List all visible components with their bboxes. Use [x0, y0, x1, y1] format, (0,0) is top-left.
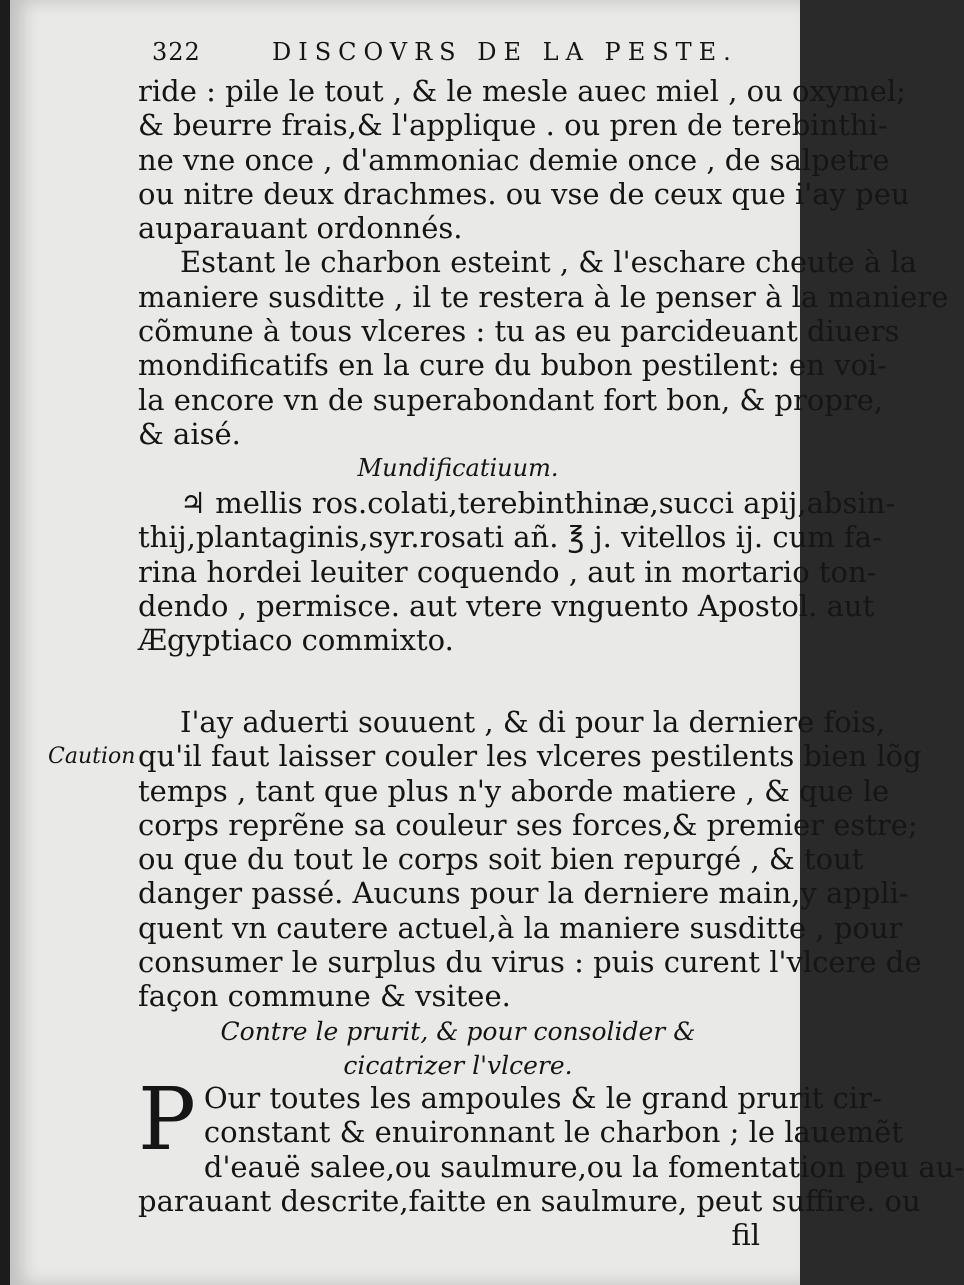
- book-page: [10, 0, 964, 1285]
- text-line: maniere susditte , il te restera à le penser à la maniere: [138, 279, 949, 314]
- page-number: 322: [152, 38, 201, 66]
- text-line: d'eauë salee,ou saulmure,ou la fomentation peu au-: [203, 1149, 964, 1184]
- text-line: consumer le surplus du virus : puis curent l'vlcere de: [138, 945, 922, 980]
- recipe-heading: Mundificatiuum.: [357, 454, 559, 483]
- running-title: DISCOVRS DE LA PESTE.: [272, 38, 738, 66]
- text-line: parauant descrite,faitte en saulmure, peut suffire. ou: [138, 1183, 921, 1218]
- text-line: Estant le charbon esteint , & l'eschare cheute à la: [180, 245, 917, 280]
- text-line: quent vn cautere actuel,à la maniere susditte , pour: [138, 910, 903, 945]
- text-block-3: [138, 705, 922, 1014]
- text-line: & aisé.: [138, 416, 241, 451]
- recipe-block: [138, 486, 896, 658]
- section-heading-line: cicatrizer l'vlcere.: [343, 1051, 573, 1081]
- text-block-1: [138, 74, 949, 486]
- text-line: mondificatifs en la cure du bubon pestilent: en voi-: [138, 348, 888, 383]
- margin-note: Caution: [48, 744, 136, 769]
- text-line: dendo , permisce. aut vtere vnguento Apostol. aut: [138, 588, 875, 623]
- text-line: ♃ mellis ros.colati,terebinthinæ,succi apij,absin-: [180, 486, 896, 520]
- text-line: la encore vn de superabondant fort bon, & propre,: [138, 382, 884, 417]
- text-line: & beurre frais,& l'applique . ou pren de terebinthi-: [138, 108, 888, 143]
- text-line: façon commune & vsitee.: [138, 979, 511, 1014]
- text-line: temps , tant que plus n'y aborde matiere , & que le: [138, 773, 890, 808]
- text-line: corps reprẽne sa couleur ses forces,& premier estre;: [138, 807, 918, 842]
- drop-cap: P: [138, 1070, 196, 1170]
- catchword: fil: [731, 1218, 760, 1252]
- text-line: constant & enuironnant le charbon ; le lauemẽt: [203, 1115, 903, 1150]
- text-line: danger passé. Aucuns pour la derniere main,y appli-: [138, 876, 909, 911]
- text-line: thij,plantaginis,syr.rosati añ. ℥ j. vitellos ij. cum fa-: [138, 520, 882, 555]
- text-line: ne vne once , d'ammoniac demie once , de salpetre: [138, 142, 890, 177]
- text-line: rina hordei leuiter coquendo , aut in mortario ton-: [138, 554, 877, 589]
- text-line: Ægyptiaco commixto.: [138, 623, 454, 658]
- running-head: [152, 38, 752, 68]
- text-line: cõmune à tous vlceres : tu as eu parcideuant diuers: [138, 314, 900, 349]
- section-heading: [138, 1015, 778, 1084]
- text-line: auparauant ordonnés.: [138, 211, 463, 246]
- text-line: ou nitre deux drachmes. ou vse de ceux que i'ay peu: [138, 176, 910, 211]
- text-block-5: [138, 1070, 964, 1218]
- text-line: Our toutes les ampoules & le grand prurit cir-: [203, 1081, 882, 1115]
- text-line: ou que du tout le corps soit bien repurgé , & tout: [138, 842, 864, 877]
- section-heading-line: Contre le prurit, & pour consolider &: [220, 1017, 696, 1046]
- text-line: ride : pile le tout , & le mesle auec miel , ou oxymel;: [138, 74, 906, 108]
- text-line: qu'il faut laisser couler les vlceres pestilents bien lõg: [138, 739, 922, 774]
- page-gutter: [0, 0, 10, 1285]
- text-line: I'ay aduerti souuent , & di pour la derniere fois,: [180, 705, 886, 739]
